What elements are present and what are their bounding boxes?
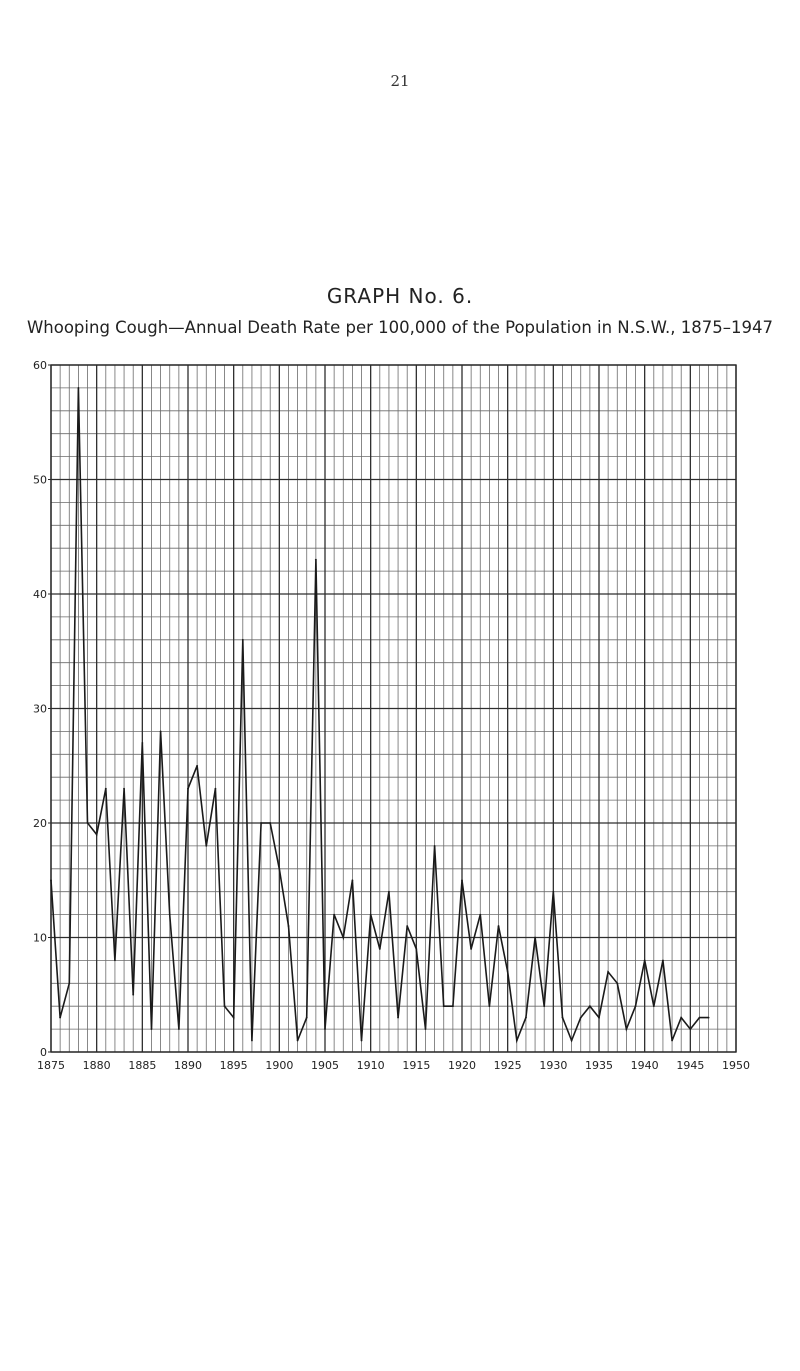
data-point xyxy=(151,1028,153,1030)
data-point xyxy=(452,1005,454,1007)
data-point xyxy=(169,914,171,916)
x-tick-label: 1920 xyxy=(448,1059,476,1072)
x-tick-label: 1935 xyxy=(585,1059,613,1072)
data-point xyxy=(708,1017,710,1019)
x-axis-ticks xyxy=(37,1059,750,1072)
data-point xyxy=(699,1017,701,1019)
data-point xyxy=(653,1005,655,1007)
y-tick-label: 30 xyxy=(33,702,47,716)
data-point xyxy=(78,387,80,389)
x-tick-label: 1890 xyxy=(174,1059,202,1072)
data-point xyxy=(525,1017,527,1019)
data-point xyxy=(123,788,125,790)
data-point xyxy=(315,559,317,561)
x-tick-label: 1910 xyxy=(356,1059,385,1072)
x-tick-label: 1880 xyxy=(82,1059,111,1072)
data-point xyxy=(534,937,536,939)
data-point xyxy=(616,982,618,984)
data-point xyxy=(233,1017,235,1019)
data-point xyxy=(160,731,162,733)
data-point xyxy=(278,868,280,870)
y-tick-label: 10 xyxy=(33,931,47,945)
data-point xyxy=(479,914,481,916)
data-point xyxy=(333,914,335,916)
data-point xyxy=(580,1017,582,1019)
data-point xyxy=(205,845,207,847)
data-point xyxy=(132,994,134,996)
x-tick-label: 1895 xyxy=(219,1059,248,1072)
data-point xyxy=(680,1017,682,1019)
data-point xyxy=(114,960,116,962)
data-point xyxy=(215,788,217,790)
data-point xyxy=(87,822,89,824)
data-point xyxy=(598,1017,600,1019)
y-tick-label: 50 xyxy=(33,473,47,487)
data-point xyxy=(397,1017,399,1019)
data-point xyxy=(461,879,463,881)
data-point xyxy=(352,879,354,881)
x-tick-label: 1950 xyxy=(722,1059,750,1072)
x-tick-label: 1885 xyxy=(128,1059,157,1072)
data-point xyxy=(507,971,509,973)
y-tick-label: 60 xyxy=(33,359,47,372)
data-point xyxy=(297,1040,299,1042)
data-point xyxy=(361,1040,363,1042)
data-point xyxy=(626,1028,628,1030)
data-point xyxy=(342,937,344,939)
data-point xyxy=(689,1028,691,1030)
data-point xyxy=(59,1017,61,1019)
data-point xyxy=(388,891,390,893)
data-point xyxy=(662,960,664,962)
data-point xyxy=(589,1005,591,1007)
y-tick-label: 0 xyxy=(40,1046,47,1059)
data-point xyxy=(543,1005,545,1007)
data-point xyxy=(470,948,472,950)
data-point xyxy=(306,1017,308,1019)
x-tick-label: 1900 xyxy=(265,1059,294,1072)
data-point xyxy=(443,1005,445,1007)
data-point xyxy=(489,1005,491,1007)
y-axis-ticks xyxy=(33,359,51,1059)
graph-subtitle: Whooping Cough—Annual Death Rate per 100,000 of the Population in N.S.W., 1875–1947 xyxy=(26,318,774,337)
data-point xyxy=(224,1005,226,1007)
data-point xyxy=(187,788,189,790)
x-tick-label: 1875 xyxy=(37,1059,65,1072)
x-tick-label: 1925 xyxy=(493,1059,522,1072)
data-point xyxy=(288,925,290,927)
data-point xyxy=(242,639,244,641)
data-point xyxy=(379,948,381,950)
data-point xyxy=(178,1028,180,1030)
page-number: 21 xyxy=(390,72,410,90)
x-tick-label: 1905 xyxy=(311,1059,339,1072)
data-point xyxy=(324,1028,326,1030)
data-point xyxy=(425,1028,427,1030)
data-point xyxy=(105,788,107,790)
x-tick-label: 1945 xyxy=(676,1059,705,1072)
data-point xyxy=(516,1040,518,1042)
data-point xyxy=(571,1040,573,1042)
data-point xyxy=(370,914,372,916)
data-point xyxy=(607,971,609,973)
data-point xyxy=(141,742,143,744)
y-tick-label: 20 xyxy=(33,817,47,830)
data-point xyxy=(96,834,98,836)
data-point xyxy=(406,925,408,927)
data-point xyxy=(260,822,262,824)
x-tick-label: 1930 xyxy=(539,1059,568,1072)
data-point xyxy=(434,845,436,847)
data-point xyxy=(50,879,52,881)
data-point xyxy=(562,1017,564,1019)
data-point xyxy=(196,765,198,767)
data-point xyxy=(552,891,554,893)
data-point xyxy=(68,982,70,984)
data-point xyxy=(644,960,646,962)
data-point xyxy=(269,822,271,824)
data-point xyxy=(671,1040,673,1042)
data-point xyxy=(498,925,500,927)
x-tick-label: 1940 xyxy=(630,1059,659,1072)
data-point xyxy=(251,1040,253,1042)
data-point xyxy=(415,948,417,950)
graph-title: GRAPH No. 6. xyxy=(326,284,474,308)
y-tick-label: 40 xyxy=(33,588,47,601)
data-point xyxy=(635,1005,637,1007)
x-tick-label: 1915 xyxy=(402,1059,431,1072)
